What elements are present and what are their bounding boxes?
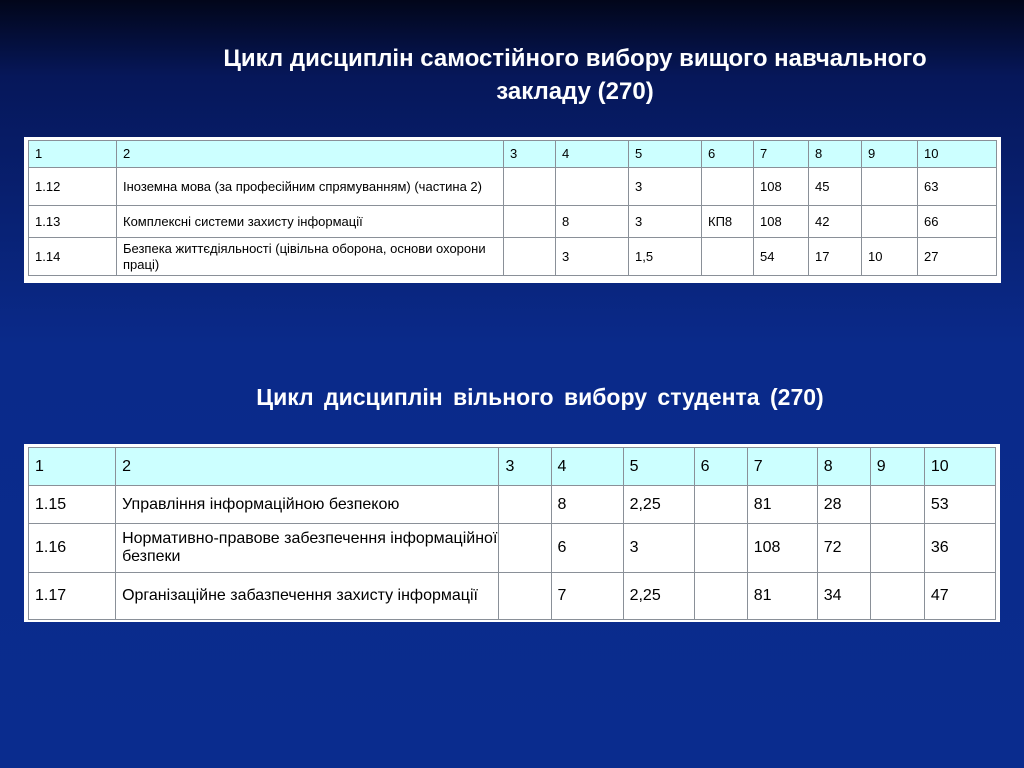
- table-cell: [862, 206, 918, 238]
- discipline-name-cell: Іноземна мова (за професійним спрямуванням) (частина 2): [117, 168, 504, 206]
- table-cell: 3: [629, 206, 702, 238]
- table-self-choice: [28, 140, 997, 276]
- table-cell: 108: [754, 206, 809, 238]
- table-cell: 3: [556, 238, 629, 276]
- table-cell: 47: [924, 573, 995, 620]
- table-cell: 2,25: [623, 573, 694, 620]
- table-cell: [870, 486, 924, 524]
- table-cell: 108: [747, 524, 817, 573]
- table-cell: 27: [918, 238, 997, 276]
- table-header-cell: 1: [29, 141, 117, 168]
- table-cell: 81: [747, 573, 817, 620]
- table-row: [29, 238, 997, 276]
- table-cell: 1.14: [29, 238, 117, 276]
- table-header-cell: 6: [694, 448, 747, 486]
- table-cell: 3: [623, 524, 694, 573]
- table-header-cell: 8: [809, 141, 862, 168]
- table-cell: 1.12: [29, 168, 117, 206]
- table-header-cell: 5: [623, 448, 694, 486]
- table-header-cell: 7: [747, 448, 817, 486]
- table-cell: 6: [551, 524, 623, 573]
- table-cell: 3: [629, 168, 702, 206]
- slide-title-top-line1: Цикл дисциплін самостійного вибору вищого навчального: [223, 45, 927, 72]
- slide-title-bottom: Цикл дисциплін вільного вибору студента (270): [256, 384, 824, 410]
- table-cell: 36: [924, 524, 995, 573]
- table-cell: 1.17: [29, 573, 116, 620]
- table-cell: 10: [862, 238, 918, 276]
- table-cell: [694, 486, 747, 524]
- table-cell: 1.15: [29, 486, 116, 524]
- discipline-name-cell: Безпека життєдіяльності (цівільна оборона, основи охорони праці): [117, 238, 504, 276]
- slide-title-top: [150, 42, 1000, 108]
- table-header-row: [29, 141, 997, 168]
- table-cell: 63: [918, 168, 997, 206]
- table-row: [29, 168, 997, 206]
- table-cell: 1.16: [29, 524, 116, 573]
- table-cell: [694, 573, 747, 620]
- table-cell: 28: [817, 486, 870, 524]
- table-header-cell: 8: [817, 448, 870, 486]
- table-cell: 1.13: [29, 206, 117, 238]
- table-cell: 8: [551, 486, 623, 524]
- table-header-cell: 3: [504, 141, 556, 168]
- table-cell: 45: [809, 168, 862, 206]
- table-cell: 81: [747, 486, 817, 524]
- table-row: [29, 486, 996, 524]
- table-header-cell: 2: [117, 141, 504, 168]
- table-cell: [499, 573, 551, 620]
- table-header-cell: 2: [116, 448, 499, 486]
- table-free-choice-wrapper: [24, 444, 1000, 622]
- table-header-row: [29, 448, 996, 486]
- table-cell: [504, 206, 556, 238]
- table-cell: КП8: [702, 206, 754, 238]
- table-cell: [694, 524, 747, 573]
- table-cell: [870, 573, 924, 620]
- table-cell: 108: [754, 168, 809, 206]
- table-cell: [702, 168, 754, 206]
- table-cell: [556, 168, 629, 206]
- table-header-cell: 1: [29, 448, 116, 486]
- table-cell: 34: [817, 573, 870, 620]
- table-cell: [504, 238, 556, 276]
- table-header-cell: 10: [918, 141, 997, 168]
- table-self-choice-wrapper: [24, 137, 1001, 283]
- table-cell: 7: [551, 573, 623, 620]
- table-cell: 1,5: [629, 238, 702, 276]
- table-header-cell: 6: [702, 141, 754, 168]
- table-cell: 17: [809, 238, 862, 276]
- table-header-cell: 4: [551, 448, 623, 486]
- table-header-cell: 10: [924, 448, 995, 486]
- discipline-name-cell: Управління інформаційною безпекою: [116, 486, 499, 524]
- discipline-name-cell: Організаційне забазпечення захисту інформації: [116, 573, 499, 620]
- discipline-name-cell: Нормативно-правове забезпечення інформаційної безпеки: [116, 524, 499, 573]
- table-cell: 2,25: [623, 486, 694, 524]
- table-cell: 72: [817, 524, 870, 573]
- table-cell: 66: [918, 206, 997, 238]
- table-cell: 54: [754, 238, 809, 276]
- table-cell: [499, 486, 551, 524]
- table-header-cell: 9: [870, 448, 924, 486]
- discipline-name-cell: Комплексні системи захисту інформації: [117, 206, 504, 238]
- table-cell: 42: [809, 206, 862, 238]
- table-header-cell: 5: [629, 141, 702, 168]
- table-header-cell: 9: [862, 141, 918, 168]
- table-cell: [702, 238, 754, 276]
- table-cell: 8: [556, 206, 629, 238]
- table-row: [29, 524, 996, 573]
- table-cell: 53: [924, 486, 995, 524]
- table-cell: [862, 168, 918, 206]
- slide-title-top-line2: закладу (270): [496, 78, 654, 105]
- table-row: [29, 206, 997, 238]
- table-cell: [504, 168, 556, 206]
- table-cell: [499, 524, 551, 573]
- table-free-choice: [28, 447, 996, 620]
- table-header-cell: 4: [556, 141, 629, 168]
- table-header-cell: 7: [754, 141, 809, 168]
- table-cell: [870, 524, 924, 573]
- table-header-cell: 3: [499, 448, 551, 486]
- table-row: [29, 573, 996, 620]
